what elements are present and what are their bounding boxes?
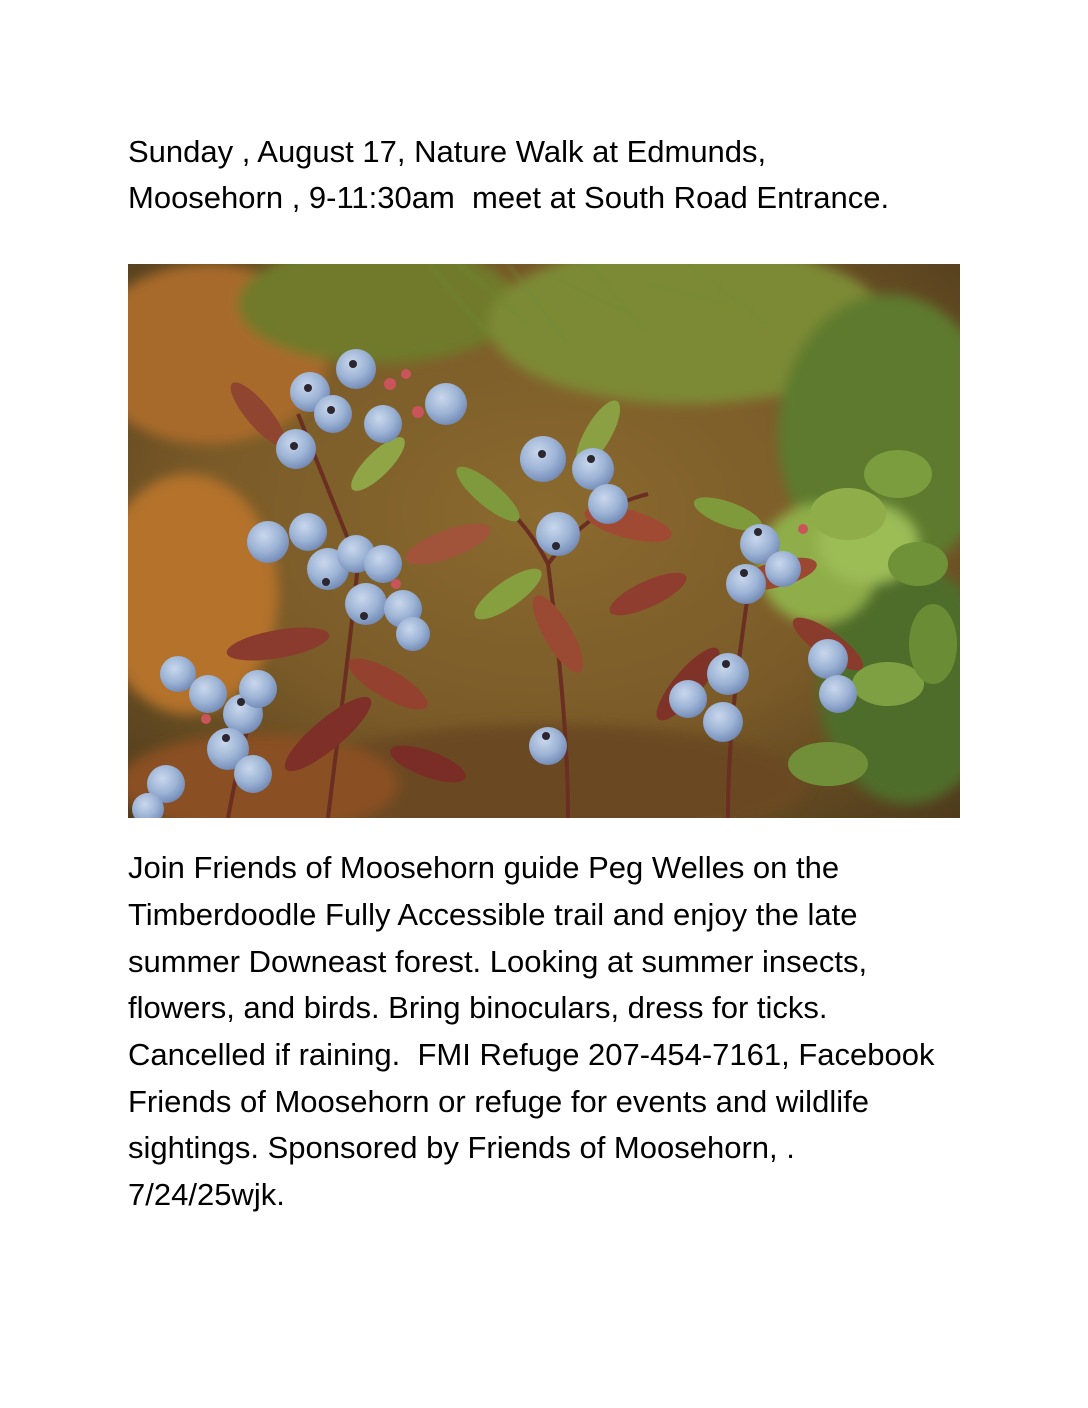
event-heading-line-2: Moosehorn , 9-11:30am meet at South Road Entrance. [128,180,890,215]
description-line-8: 7/24/25wjk. [128,1177,285,1212]
blueberry-bush-photo [128,264,960,818]
event-heading-line-1: Sunday , August 17, Nature Walk at Edmunds, [128,134,767,169]
description-line-1: Join Friends of Moosehorn guide Peg Welles on the [128,850,840,885]
description-line-2: Timberdoodle Fully Accessible trail and enjoy the late [128,897,858,932]
description-line-4: flowers, and birds. Bring binoculars, dress for ticks. [128,990,828,1025]
description-line-6: Friends of Moosehorn or refuge for events and wildlife [128,1084,869,1119]
description-line-3: summer Downeast forest. Looking at summer insects, [128,944,868,979]
description-line-5: Cancelled if raining. FMI Refuge 207-454-7161, Facebook [128,1037,935,1072]
description-line-7: sightings. Sponsored by Friends of Moosehorn, . [128,1130,795,1165]
